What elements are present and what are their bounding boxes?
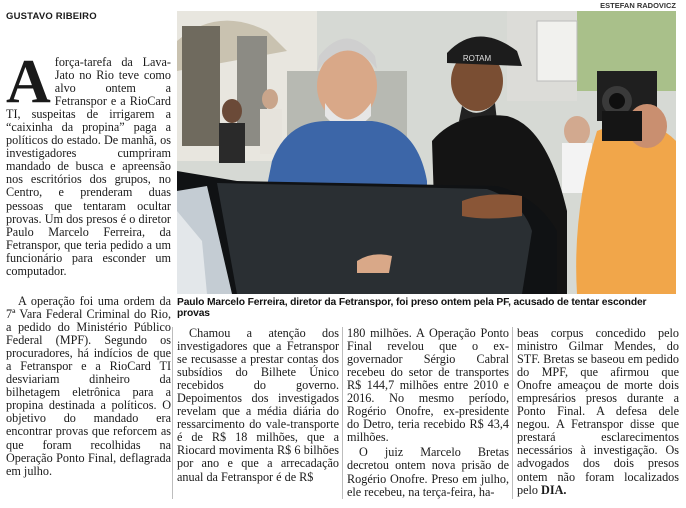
paragraph-continued: beas corpus concedido pelo ministro Gilmar Mendes, do STF. Bretas se baseou em pedido do MPF, que afirmou que Onofre ameaçou de morte dois empresários presos durante a Ponto Final. A defesa dele negou. A Fetranspor disse que prestará esclarecimentos necessários à investigação. Os advogados dos dois presos ontem não foram localizados pelo	[517, 326, 679, 497]
article-column-1	[6, 295, 171, 478]
column-divider	[512, 327, 513, 499]
paragraph: Chamou a atenção dos investigadores que a Fetranspor se recusasse a prestar contas dos subsídios do Bilhete Único recebidos do governo. Depoimentos dos investigados revelam que a média diária do ressarcimento do vale-transporte é de R$ 18 milhões, que a Riocard movimenta R$ 6 bilhões por ano e que a arrecadação anual da Fetranspor é de R$	[177, 326, 339, 484]
photo-illustration	[177, 11, 676, 294]
article-lead	[6, 48, 171, 278]
article-column-2	[177, 327, 339, 484]
paragraph-continued: 180 milhões. A Operação Ponto Final revelou que o ex-governador Sérgio Cabral recebeu do setor de transportes R$ 144,7 milhões entre 2010 e 2016. No mesmo período, Rogério Onofre, ex-presidente do Detro, teria recebido R$ 43,4 milhões.	[347, 326, 509, 445]
cap-lettering: ROTAM	[462, 54, 492, 63]
news-photo	[177, 11, 676, 294]
photo-caption: Paulo Marcelo Ferreira, diretor da Fetranspor, foi preso ontem pela PF, acusado de tentar esconder provas	[177, 297, 647, 319]
article-column-4	[517, 327, 679, 497]
column-divider	[172, 327, 173, 499]
paragraph: O juiz Marcelo Bretas decretou ontem nova prisão de Rogério Onofre. Preso em julho, ele recebeu, na terça-feira, ha-	[347, 445, 509, 499]
article-column-3	[347, 327, 509, 499]
newspaper-name: DIA.	[541, 482, 567, 497]
paragraph: A operação foi uma ordem da 7ª Vara Federal Criminal do Rio, a pedido do Ministério Público Federal (MPF). Segundo os procuradores, há indícios de que a Fetranspor e a RioCard TI desviariam dinheiro da bilhetagem eletrônica para a propina destinada a políticos. O objetivo do mandado era encontrar provas que reforcem as que foram recolhidas na Operação Ponto Final, deflagrada em julho.	[6, 294, 171, 478]
lead-paragraph: força-tarefa da Lava-Jato no Rio teve como alvo ontem a Fetranspor e a RioCard TI, suspeitas de irrigarem a “caixinha da propina” paga a políticos do estado. De manhã, os investigadores cumpriram mandado de busca e apreensão nos escritórios dos grupos, no Centro, e prenderam duas pessoas que tentaram ocultar provas. Um dos presos é o diretor Paulo Marcelo Ferreira, da Fetranspor, que teria pedido a um funcionário para esconder um computador.	[6, 55, 171, 278]
photo-credit: ESTEFAN RADOVICZ	[600, 1, 676, 10]
drop-cap: A	[6, 48, 51, 116]
column-divider	[342, 327, 343, 499]
byline: GUSTAVO RIBEIRO	[6, 11, 97, 22]
